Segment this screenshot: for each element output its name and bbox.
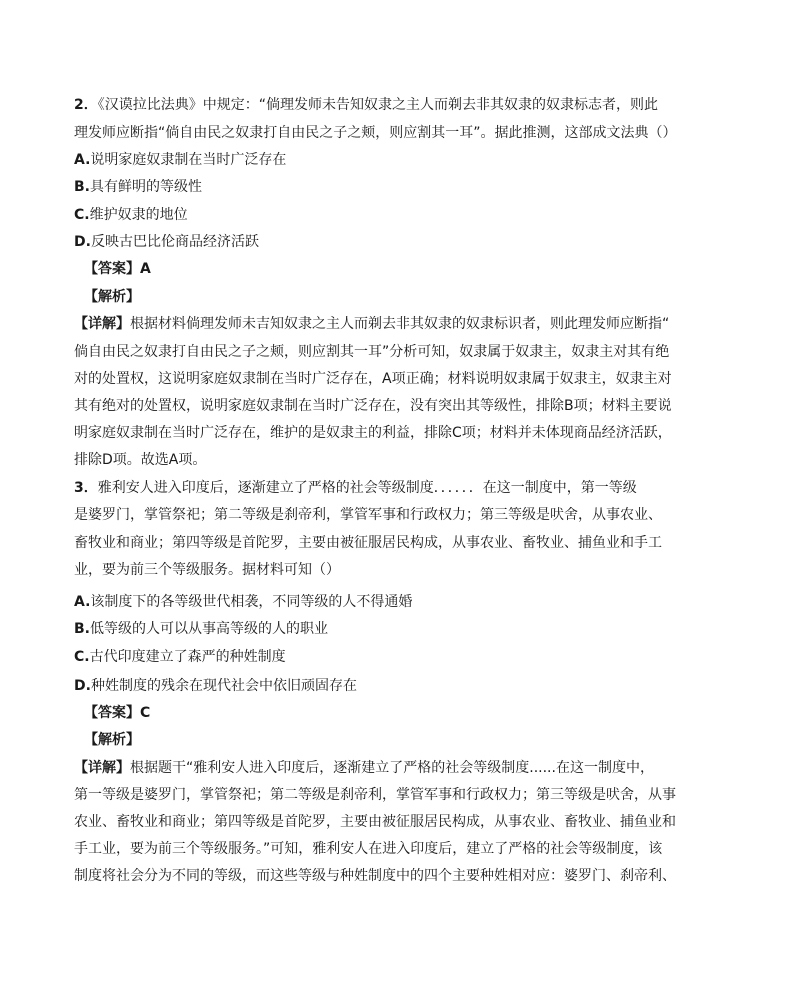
q2-detail-line: 对的处置权，这说明家庭奴隶制在当时广泛存在，A项正确；材料说明奴隶属于奴隶主，奴隶主对 <box>74 371 672 387</box>
q2-detail-line: 其有绝对的处置权，说明家庭奴隶制在当时广泛存在，没有突出其等级性，排除B项；材料主要说 <box>74 398 672 414</box>
q3-number: 3． <box>74 480 98 496</box>
q3-option-b: B.低等级的人可以从事高等级的人的职业 <box>74 621 328 637</box>
q3-detail-line: 制度将社会分为不同的等级，而这些等级与种姓制度中的四个主要种姓相对应：婆罗门、刹帝利、 <box>74 868 676 884</box>
q2-number: 2． <box>74 97 98 113</box>
q2-detail-label: 【详解】 <box>74 316 130 332</box>
q3-option-d: D.种姓制度的残余在现代社会中依旧顽固存在 <box>74 678 357 694</box>
q3-stem-line: 是婆罗门，掌管祭祀；第二等级是刹帝利，掌管军事和行政权力；第三等级是吠舍，从事农业、 <box>74 507 662 523</box>
q2-stem-line: 理发师应断指“倘自由民之奴隶打自由民之子之颊，则应割其一耳”。据此推测，这部成文法典（） <box>74 125 677 141</box>
q2-detail-line: 排除D项。故选A项。 <box>74 452 207 468</box>
q3-detail-line: 第一等级是婆罗门，掌管祭祀；第二等级是刹帝利，掌管军事和行政权力；第三等级是吠舍，从事 <box>74 787 676 803</box>
q3-stem-line: 3．雅利安人进入印度后，逐渐建立了严格的社会等级制度．．．．．．在这一制度中，第一等级 <box>74 480 637 496</box>
q3-detail-line: 【详解】根据题干“雅利安人进入印度后，逐渐建立了严格的社会等级制度......在这一制度中， <box>74 760 654 776</box>
q2-stem-line: 2．《汉谟拉比法典》中规定：“倘理发师未告知奴隶之主人而剃去非其奴隶的奴隶标志者，则此 <box>74 97 659 113</box>
q2-option-a: A.说明家庭奴隶制在当时广泛存在 <box>74 152 287 168</box>
q3-option-c: C.古代印度建立了森严的种姓制度 <box>74 649 286 665</box>
q3-stem-line: 业，要为前三个等级服务。据材料可知（） <box>74 562 340 578</box>
q3-answer-value: C <box>140 705 151 721</box>
q2-detail-line: 【详解】根据材料倘理发师未吉知奴隶之主人而剃去非其奴隶的奴隶标识者，则此理发师应断指“ <box>74 316 670 332</box>
q2-answer: 【答案】A <box>84 261 151 277</box>
q2-detail-line: 倘自由民之奴隶打自由民之子之颊，则应割其一耳”分析可知，奴隶属于奴隶主，奴隶主对其有绝 <box>74 344 670 360</box>
q2-option-b: B.具有鲜明的等级性 <box>74 179 202 195</box>
q3-detail-line: 农业、畜牧业和商业；第四等级是首陀罗，主要由被征服居民构成，从事农业、畜牧业、捕鱼业和 <box>74 814 676 830</box>
q3-analysis-label: 【解析】 <box>84 732 140 748</box>
q3-detail-line: 手工业，要为前三个等级服务。”可知，雅利安人在进入印度后，建立了严格的社会等级制度，该 <box>74 841 663 857</box>
q2-detail-line: 明家庭奴隶制在当时广泛存在，维护的是奴隶主的利益，排除C项；材料并未体现商品经济活跃， <box>74 425 672 441</box>
q2-option-c: C.维护奴隶的地位 <box>74 207 188 223</box>
q3-detail-label: 【详解】 <box>74 760 130 776</box>
q2-option-d: D.反映古巴比伦商品经济活跃 <box>74 234 259 250</box>
q3-answer: 【答案】C <box>84 705 151 721</box>
q3-stem-line: 畜牧业和商业；第四等级是首陀罗，主要由被征服居民构成，从事农业、畜牧业、捕鱼业和手工 <box>74 535 662 551</box>
q2-analysis-label: 【解析】 <box>84 289 140 305</box>
q2-answer-value: A <box>140 261 151 277</box>
q3-option-a: A.该制度下的各等级世代相袭，不同等级的人不得通婚 <box>74 594 413 610</box>
